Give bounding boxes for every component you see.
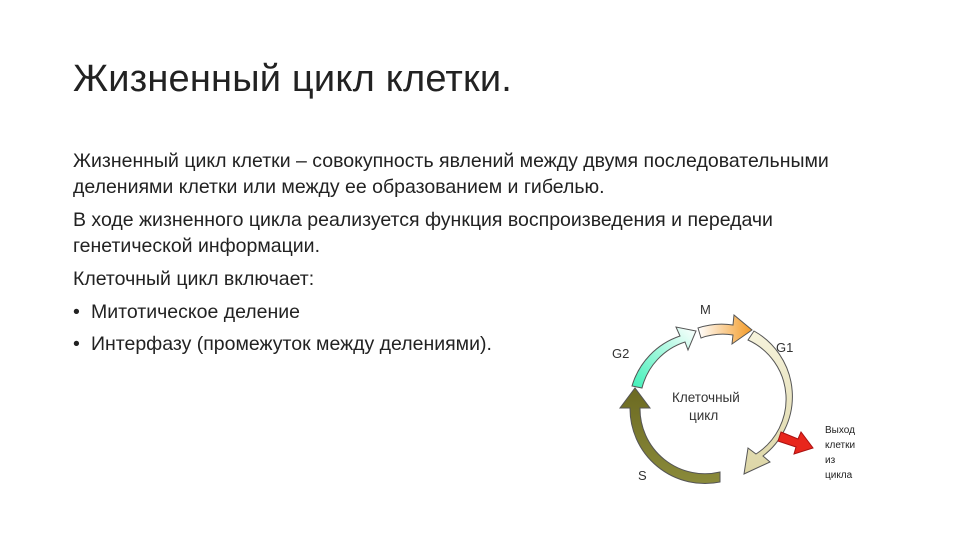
bullet-text: Митотическое деление (91, 301, 301, 323)
g2-phase-arc (632, 327, 696, 388)
bullet-text: Интерфазу (промежуток между делениями). (91, 333, 492, 355)
slide-title: Жизненный цикл клетки. (73, 58, 513, 100)
phase-label-s: S (638, 468, 647, 483)
bullet-marker: • (73, 301, 80, 323)
center-label-line1: Клеточный (672, 390, 740, 405)
exit-label-line1: Выход (825, 425, 855, 436)
m-phase-arc (698, 315, 752, 344)
phase-label-g1: G1 (776, 340, 794, 355)
exit-label-line4: цикла (825, 470, 853, 481)
cell-cycle-svg (598, 296, 888, 496)
function-paragraph: В ходе жизненного цикла реализуется функция воспроизведения и передачи генетической информации. (73, 209, 773, 257)
exit-arrow (778, 432, 813, 454)
cell-cycle-diagram (598, 296, 888, 496)
bullet-marker: • (73, 333, 80, 355)
center-label-line2: цикл (689, 408, 719, 423)
cycle-includes-paragraph: Клеточный цикл включает: (73, 268, 315, 290)
phase-label-g2: G2 (612, 346, 630, 361)
definition-paragraph: Жизненный цикл клетки – совокупность явлений между двумя последовательными делениями клетки или между ее образованием и гибелью. (73, 150, 829, 198)
phase-label-m: M (700, 302, 711, 317)
exit-label-line2: клетки (825, 440, 856, 451)
exit-label-line3: из (825, 455, 836, 466)
